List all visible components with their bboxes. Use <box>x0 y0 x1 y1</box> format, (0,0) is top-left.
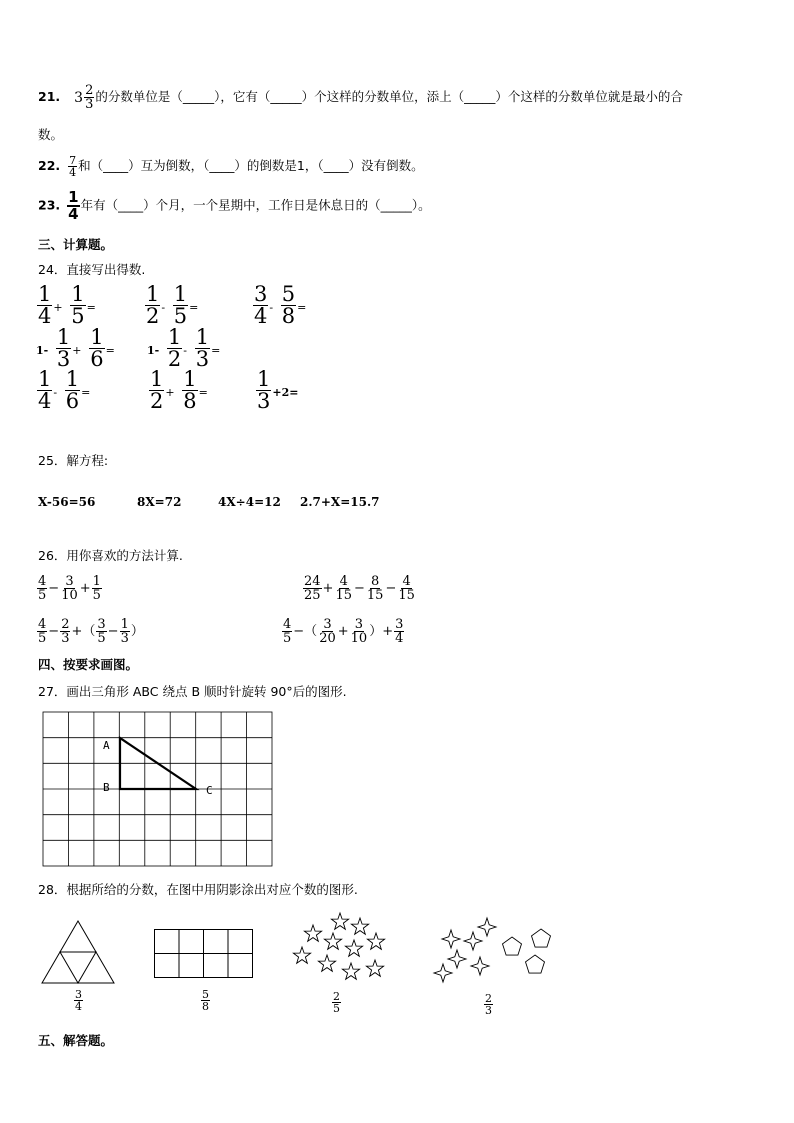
frac-den: 4 <box>75 1000 82 1013</box>
frac-num: 1 <box>173 282 188 306</box>
q24-expr-8 <box>255 369 298 412</box>
four-point-star-icon <box>471 957 489 975</box>
frac-den: 5 <box>333 1002 340 1015</box>
q26-expr-1 <box>36 575 103 602</box>
star-icon <box>345 940 362 956</box>
q24-expr-6 <box>36 369 90 412</box>
q24-title: 24．直接写出得数. <box>38 262 146 277</box>
frac-den: 4 <box>38 389 52 413</box>
operator: − <box>385 581 397 596</box>
q26-expr-3 <box>36 618 144 645</box>
operator: − <box>48 624 60 639</box>
rectangle-grid-figure <box>154 929 254 979</box>
q21-text-a: 的分数单位是（_____），它有（_____）个这样的分数单位，添上（_____）个这样的分数单位就是最小的合 <box>95 89 683 104</box>
frac-num: 3 <box>65 574 74 589</box>
frac-den: 3 <box>61 631 70 646</box>
frac-num: 1 <box>146 282 160 306</box>
star-icon <box>351 918 368 934</box>
four-point-star-icon <box>442 930 460 948</box>
equals: = <box>297 301 307 314</box>
operator: + <box>53 301 63 314</box>
frac-den: 15 <box>335 588 352 603</box>
frac-den: 5 <box>283 631 292 646</box>
label-b: B <box>103 781 110 794</box>
q21-frac-den: 3 <box>85 97 94 112</box>
frac-den: 4 <box>395 631 404 646</box>
frac-num: 5 <box>202 988 209 1001</box>
q25-eq-1: X-56=56 <box>38 495 96 509</box>
frac-den: 8 <box>202 1000 209 1013</box>
frac-num: 1 <box>92 574 101 589</box>
suffix: +2= <box>272 386 299 399</box>
frac-num: 5 <box>281 282 296 306</box>
frac-num: 3 <box>354 617 364 632</box>
frac-den: 5 <box>97 631 106 646</box>
frac-den: 20 <box>319 631 336 646</box>
q22-frac-den: 4 <box>69 166 77 179</box>
q21-mixed-whole: 3 <box>74 89 84 106</box>
q23-frac-den: 4 <box>68 205 79 223</box>
frac-num: 1 <box>38 282 52 306</box>
frac-num: 1 <box>56 325 71 349</box>
frac-den: 3 <box>120 631 129 646</box>
q21-mixed-number <box>74 84 95 111</box>
q23-text: 年有（____）个月，一个星期中，工作日是休息日的（_____）。 <box>80 197 431 213</box>
operator: −（ <box>293 624 318 639</box>
frac-num: 1 <box>38 367 52 391</box>
q24-expr-4 <box>36 327 115 370</box>
frac-num: 3 <box>75 988 82 1001</box>
prefix: 1- <box>147 344 160 357</box>
pentagon-icon <box>526 955 545 973</box>
q26-expr-2 <box>302 575 417 602</box>
four-point-star-icon <box>434 964 452 982</box>
frac-num: 4 <box>283 617 292 632</box>
operator: - <box>269 301 274 314</box>
equals: = <box>105 344 115 357</box>
operator: + <box>72 344 82 357</box>
operator: + <box>79 581 91 596</box>
star-icon <box>293 947 310 963</box>
frac-num: 4 <box>402 574 411 589</box>
frac-den: 5 <box>71 304 85 328</box>
frac-den: 8 <box>183 389 197 413</box>
frac-den: 4 <box>38 304 52 328</box>
frac-num: 4 <box>339 574 348 589</box>
frac-num: 1 <box>120 617 129 632</box>
frac-den: 2 <box>150 389 164 413</box>
q24-expr-1 <box>36 284 96 327</box>
frac-num: 8 <box>371 574 380 589</box>
q24-expr-2 <box>144 284 198 327</box>
frac-num: 3 <box>97 617 106 632</box>
operator: + <box>337 624 349 639</box>
star-icon <box>318 955 335 971</box>
frac-den: 6 <box>65 389 80 413</box>
frac-den: 5 <box>38 588 47 603</box>
triangle-figure <box>40 919 116 985</box>
q26-title: 26．用你喜欢的方法计算. <box>38 548 183 563</box>
frac-den: 3 <box>257 389 271 413</box>
section-5-heading: 五、解答题。 <box>38 1033 114 1048</box>
frac-den: 5 <box>173 304 188 328</box>
frac-num: 3 <box>254 282 268 306</box>
q25-eq-2: 8X=72 <box>137 495 182 509</box>
label-a: A <box>103 739 110 752</box>
frac-num: 1 <box>90 325 104 349</box>
frac-den: 2 <box>167 347 182 371</box>
frac-num: 2 <box>61 617 70 632</box>
section-3-heading: 三、计算题。 <box>38 237 114 252</box>
pentagon-icon <box>532 929 551 947</box>
frac-den: 10 <box>350 631 368 646</box>
frac-num: 3 <box>395 617 404 632</box>
q28-frac-4 <box>483 993 494 1016</box>
q27-title: 27．画出三角形 ABC 绕点 B 顺时针旋转 90°后的图形. <box>38 684 347 699</box>
star-icon <box>304 925 321 941</box>
q23-line <box>38 190 431 222</box>
frac-num: 1 <box>71 282 85 306</box>
four-point-star-icon <box>448 950 466 968</box>
q24-expr-3 <box>252 284 306 327</box>
q21-number: 21. <box>38 89 61 104</box>
four-point-star-icon <box>478 918 496 936</box>
frac-num: 24 <box>304 574 321 589</box>
operator: + <box>165 386 175 399</box>
operator: - <box>183 344 188 357</box>
frac-den: 4 <box>254 304 268 328</box>
q28-title: 28．根据所给的分数，在图中用阴影涂出对应个数的图形. <box>38 882 358 897</box>
frac-num: 4 <box>38 574 47 589</box>
frac-num: 1 <box>195 325 210 349</box>
equals: = <box>198 386 208 399</box>
q23-frac-num: 1 <box>68 188 79 206</box>
frac-den: 15 <box>366 588 384 603</box>
star-icon <box>331 913 348 929</box>
q24-expr-7 <box>148 369 208 412</box>
q24-expr-5 <box>147 327 220 370</box>
frac-den: 3 <box>195 347 210 371</box>
pentagon-icon <box>503 937 522 955</box>
q27-grid-figure <box>42 711 274 868</box>
frac-num: 1 <box>183 367 197 391</box>
q22-number: 22. <box>38 158 61 173</box>
frac-den: 2 <box>146 304 160 328</box>
equals: = <box>189 301 199 314</box>
frac-den: 15 <box>398 588 415 603</box>
q21-line2: 数。 <box>38 127 64 142</box>
frac-num: 4 <box>38 617 47 632</box>
paren-close: ） <box>130 624 144 639</box>
operator: − <box>354 581 365 596</box>
equals: = <box>81 386 91 399</box>
q26-expr-4 <box>281 618 405 645</box>
prefix: 1- <box>36 344 49 357</box>
frac-den: 3 <box>56 347 71 371</box>
q28-frac-3 <box>331 991 342 1014</box>
frac-num: 1 <box>65 367 80 391</box>
q25-eq-4: 2.7+X=15.7 <box>300 495 380 509</box>
operator: +（ <box>71 624 96 639</box>
frac-den: 10 <box>61 588 78 603</box>
q23-number: 23. <box>38 197 61 213</box>
q22-line <box>38 155 424 178</box>
label-c: C <box>206 784 213 797</box>
frac-den: 8 <box>281 304 296 328</box>
star-icon <box>366 960 383 976</box>
frac-num: 1 <box>257 367 271 391</box>
star-icon <box>324 933 341 949</box>
four-point-star-icon <box>464 932 482 950</box>
frac-num: 2 <box>485 992 492 1005</box>
q22-frac-num: 7 <box>69 154 77 167</box>
frac-num: 1 <box>150 367 164 391</box>
frac-num: 3 <box>323 617 332 632</box>
q21-line1 <box>38 84 683 111</box>
q28-frac-1 <box>73 989 84 1012</box>
operator: + <box>322 581 334 596</box>
star-icon <box>367 933 384 949</box>
stars-figure <box>288 909 392 987</box>
q25-title: 25．解方程: <box>38 453 109 468</box>
frac-den: 5 <box>92 588 101 603</box>
equals: = <box>211 344 221 357</box>
q25-eq-3: 4X÷4=12 <box>218 495 281 509</box>
frac-den: 6 <box>90 347 104 371</box>
operator: - <box>53 386 58 399</box>
q21-frac-num: 2 <box>85 83 94 98</box>
frac-num: 2 <box>333 990 340 1003</box>
q22-text: 和（____）互为倒数，（____）的倒数是1，（____）没有倒数。 <box>78 158 424 173</box>
frac-den: 5 <box>38 631 47 646</box>
equals: = <box>86 301 96 314</box>
frac-den: 3 <box>485 1004 492 1017</box>
star-icon <box>342 963 359 979</box>
shapes-figure <box>432 914 556 986</box>
operator: - <box>161 301 166 314</box>
section-4-heading: 四、按要求画图。 <box>38 657 139 672</box>
frac-den: 25 <box>304 588 321 603</box>
q28-frac-2 <box>200 989 211 1012</box>
frac-num: 1 <box>167 325 182 349</box>
operator: − <box>48 581 60 596</box>
operator: ）+ <box>369 624 394 639</box>
operator: − <box>107 624 119 639</box>
